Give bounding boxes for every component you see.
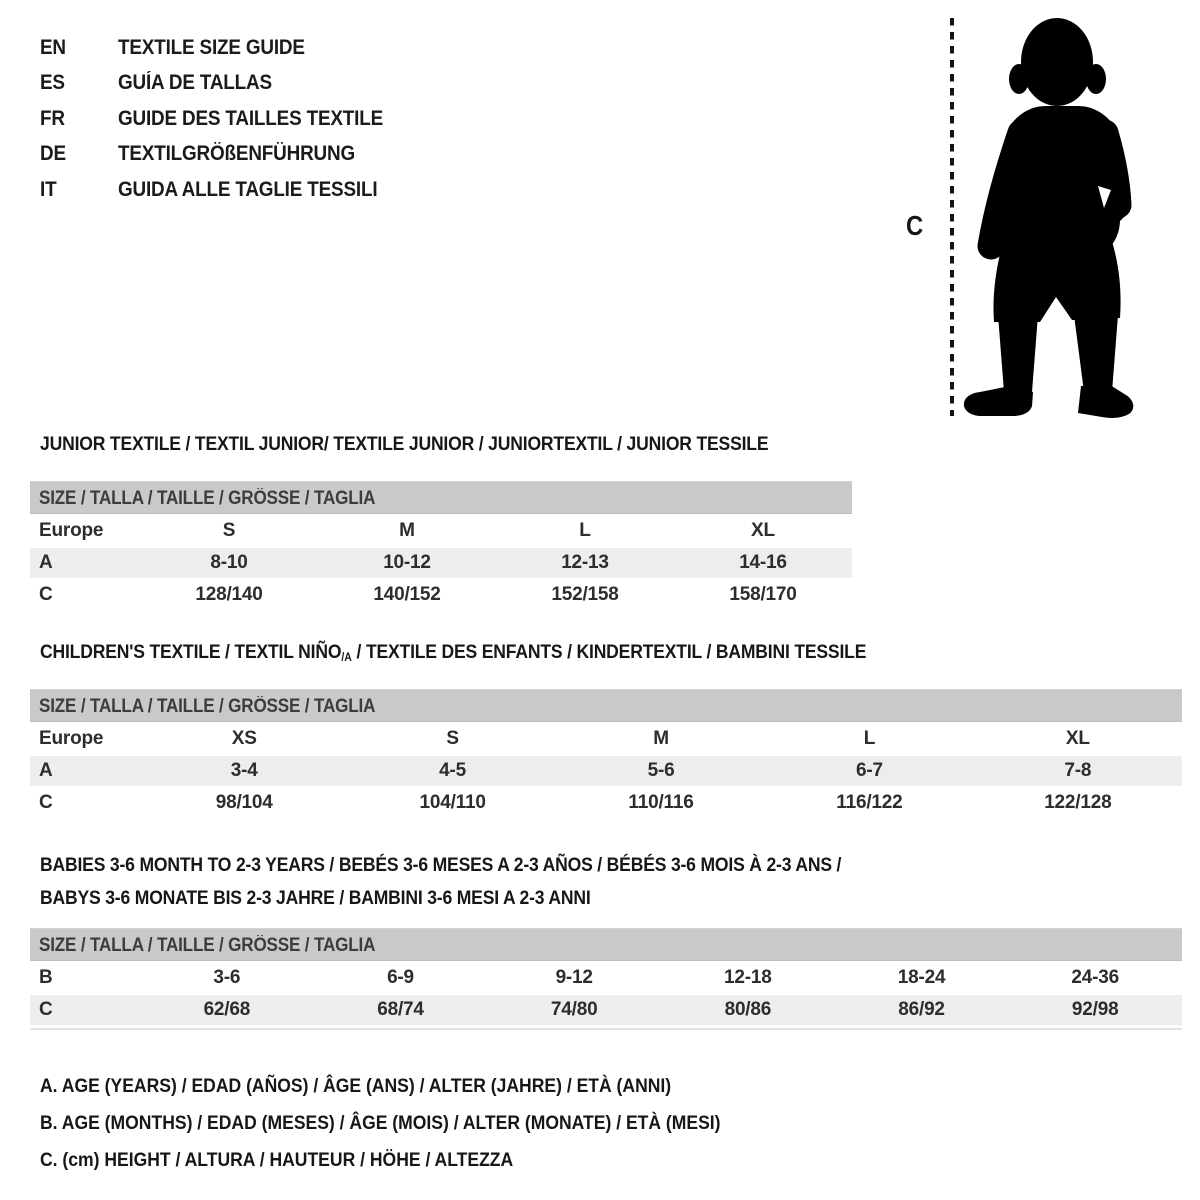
- silhouette-shorts: [993, 235, 1120, 322]
- table-cell: XL: [1065, 728, 1090, 749]
- row-label: C: [39, 999, 53, 1020]
- silhouette-right-foot: [1078, 385, 1133, 418]
- row-label: A: [39, 552, 53, 573]
- guide-title-fr: GUIDE DES TAILLES TEXTILE: [118, 106, 384, 130]
- table-cell: L: [579, 520, 591, 541]
- table-row-age-months: [30, 963, 1182, 993]
- table-cell: 14-16: [739, 552, 787, 573]
- lang-code-fr: FR: [40, 106, 65, 130]
- row-label: Europe: [39, 520, 104, 541]
- table-cell: M: [653, 728, 669, 749]
- table-cell: 80/86: [724, 999, 772, 1020]
- lang-row-es: [40, 66, 412, 102]
- legend-line-a: A. AGE (YEARS) / EDAD (AÑOS) / ÂGE (ANS) / ALTER (JAHRE) / ETÀ (ANNI): [40, 1075, 672, 1097]
- table-cell: 62/68: [203, 999, 251, 1020]
- legend-line-c: C. (cm) HEIGHT / ALTURA / HAUTEUR / HÖHE / ALTEZZA: [40, 1149, 514, 1171]
- size-header-bar: SIZE / TALLA / TAILLE / GRÖSSE / TAGLIA: [30, 689, 1182, 722]
- figure-height-label: C: [906, 210, 924, 241]
- table-cell: 92/98: [1071, 999, 1119, 1020]
- guide-title-en: TEXTILE SIZE GUIDE: [118, 35, 305, 59]
- section-title-babies: BABIES 3-6 MONTH TO 2-3 YEARS / BEBÉS 3-6 MESES A 2-3 AÑOS / BÉBÉS 3-6 MOIS À 2-3 ANS / BABYS 3-6 MONATE BIS 2-3 JAHRE / BAMBINI 3-6 MESI A 2-3 ANNI: [40, 854, 842, 909]
- table-cell: 10-12: [383, 552, 431, 573]
- lang-row-de: [40, 137, 412, 173]
- table-row-height: [30, 995, 1182, 1025]
- children-size-table: [30, 689, 1182, 818]
- guide-title-it: GUIDA ALLE TAGLIE TESSILI: [118, 177, 378, 201]
- table-cell: L: [863, 728, 876, 749]
- table-cell: XL: [751, 520, 775, 541]
- silhouette-shapes: [964, 18, 1133, 418]
- size-header-bar: SIZE / TALLA / TAILLE / GRÖSSE / TAGLIA: [30, 928, 1182, 961]
- silhouette-left-leg: [998, 315, 1038, 392]
- table-cell: S: [222, 520, 236, 541]
- table-cell: XS: [231, 728, 257, 749]
- table-cell: 7-8: [1064, 760, 1092, 781]
- table-cell: S: [446, 728, 459, 749]
- table-cell: 9-12: [555, 967, 593, 988]
- section-title-children: CHILDREN'S TEXTILE / TEXTIL NIÑO/A / TEXTILE DES ENFANTS / KINDERTEXTIL / BAMBINI TESSILE: [40, 641, 867, 664]
- row-label: Europe: [39, 728, 104, 749]
- table-row-europe: [30, 724, 1182, 754]
- table-cell: 152/158: [551, 584, 619, 605]
- babies-size-table: [30, 928, 1182, 1030]
- table-cell: 110/116: [628, 792, 694, 813]
- table-row-age: [30, 756, 1182, 786]
- table-cell: 3-4: [230, 760, 258, 781]
- table-cell: 3-6: [213, 967, 241, 988]
- table-cell: 140/152: [373, 584, 441, 605]
- lang-code-it: IT: [40, 177, 57, 201]
- table-cell: 18-24: [897, 967, 946, 988]
- table-cell: 4-5: [439, 760, 467, 781]
- table-row-height: [30, 580, 852, 610]
- table-row-height: [30, 788, 1182, 818]
- silhouette-left-foot: [964, 386, 1033, 416]
- lang-code-es: ES: [40, 71, 65, 95]
- table-cell: 68/74: [377, 999, 424, 1020]
- lang-row-en: [40, 30, 412, 66]
- table-cell: 74/80: [550, 999, 598, 1020]
- table-row-europe: [30, 516, 852, 546]
- table-cell: 86/92: [898, 999, 945, 1020]
- table-cell: 12-18: [724, 967, 772, 988]
- table-cell: 128/140: [195, 584, 263, 605]
- table-cell: 24-36: [1071, 967, 1119, 988]
- silhouette-head: [1021, 18, 1093, 106]
- lang-row-fr: [40, 101, 412, 137]
- row-label: B: [39, 967, 53, 988]
- guide-title-de: TEXTILGRÖßENFÜHRUNG: [118, 142, 356, 166]
- row-label: C: [39, 584, 53, 605]
- table-cell: M: [399, 520, 415, 541]
- lang-code-en: EN: [40, 35, 66, 59]
- row-label: C: [39, 792, 53, 813]
- table-cell: 12-13: [561, 552, 609, 573]
- row-label: A: [39, 760, 53, 781]
- lang-row-it: [40, 172, 412, 208]
- table-bottom-rule: [30, 1028, 1182, 1030]
- table-cell: 104/110: [419, 792, 486, 813]
- junior-size-table: [30, 481, 852, 610]
- table-cell: 116/122: [836, 792, 903, 813]
- table-cell: 5-6: [647, 760, 675, 781]
- table-cell: 122/128: [1044, 792, 1112, 813]
- lang-code-de: DE: [40, 142, 66, 166]
- legend-line-b: B. AGE (MONTHS) / EDAD (MESES) / ÂGE (MOIS) / ALTER (MONATE) / ETÀ (MESI): [40, 1112, 721, 1134]
- section-title-junior: JUNIOR TEXTILE / TEXTIL JUNIOR/ TEXTILE JUNIOR / JUNIORTEXTIL / JUNIOR TESSILE: [40, 433, 769, 455]
- table-cell: 158/170: [729, 584, 797, 605]
- language-title-block: [40, 30, 412, 208]
- guide-title-es: GUÍA DE TALLAS: [118, 71, 272, 95]
- silhouette-right-leg: [1074, 315, 1118, 392]
- table-cell: 98/104: [215, 792, 273, 813]
- table-row-age: [30, 548, 852, 578]
- size-header-bar: SIZE / TALLA / TAILLE / GRÖSSE / TAGLIA: [30, 481, 852, 514]
- legend-block: [40, 1068, 796, 1179]
- table-cell: 8-10: [210, 552, 248, 573]
- table-cell: 6-9: [387, 967, 414, 988]
- table-cell: 6-7: [855, 760, 883, 781]
